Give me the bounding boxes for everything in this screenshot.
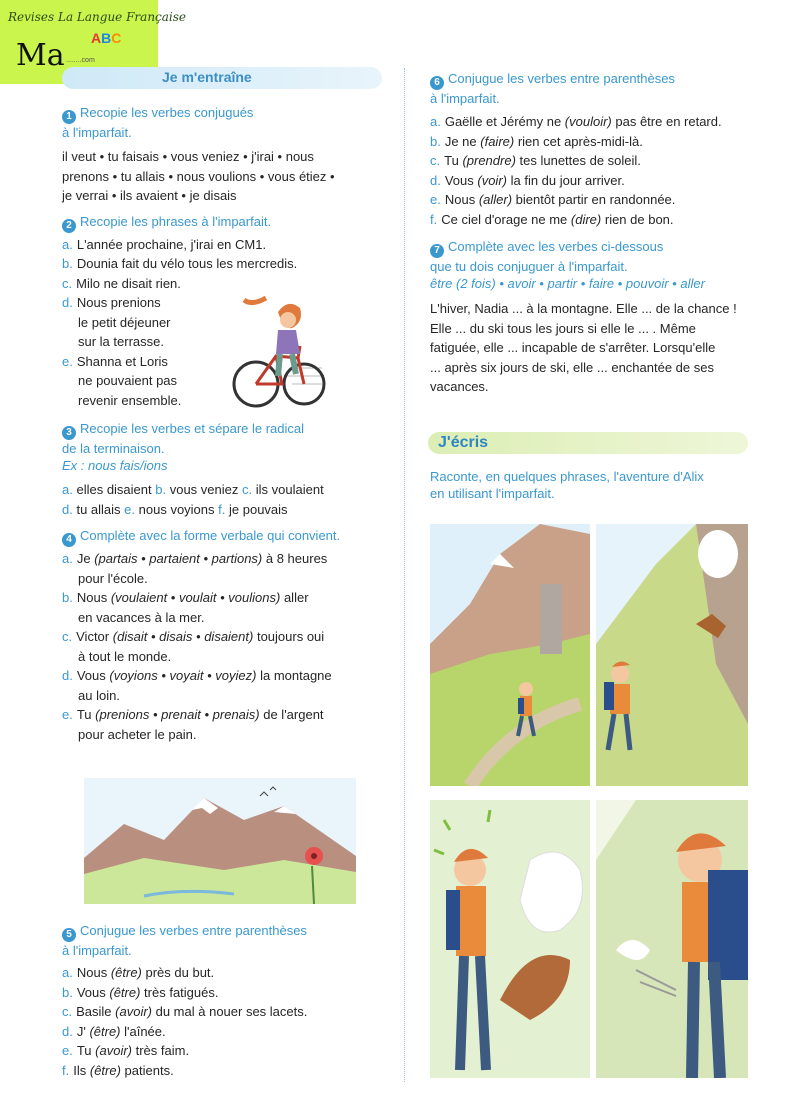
item-options: (prenions • prenait • prenais) <box>95 707 260 722</box>
exercise-7-line: vacances. <box>430 379 489 394</box>
item-text: bientôt partir en randonnée. <box>512 192 676 207</box>
exercise-2-item <box>62 254 392 274</box>
item-verb: (être) <box>110 965 142 980</box>
item-text: Nous prenions <box>76 295 161 310</box>
exercise-5-item <box>62 1022 392 1042</box>
item-text: Nous <box>76 590 111 605</box>
item-text: Nous <box>76 965 111 980</box>
item-letter: b. <box>62 256 73 271</box>
exercise-1-line: je verrai • ils avaient • je disais <box>62 188 237 203</box>
item-letter: c. <box>62 1004 73 1019</box>
item-letter: b. <box>430 133 441 149</box>
exercise-4-item <box>62 666 392 686</box>
item-verb: (vouloir) <box>564 114 612 129</box>
exercise-3-example: Ex : nous fais/ions <box>62 458 168 473</box>
item-verb: (aller) <box>478 192 513 207</box>
exercise-6-item <box>430 190 760 210</box>
item-text: Nous <box>444 192 479 207</box>
item-letter: a. <box>62 965 73 980</box>
logo-tagline: Revises La Langue Française <box>8 10 187 24</box>
comic-panel-4 <box>596 800 748 1078</box>
item-text: L'année prochaine, j'irai en CM1. <box>76 236 267 252</box>
exercise-7-word-list: être (2 fois) • avoir • partir • faire • pouvoir • aller <box>430 276 705 291</box>
exercise-4-item <box>62 705 392 725</box>
exercise-7-title-cont: que tu dois conjuguer à l'imparfait. <box>430 259 628 274</box>
exercise-3-title: 3 Recopie les verbes et sépare le radical <box>62 420 392 440</box>
item-text: aller <box>280 590 309 605</box>
item-verb: (avoir) <box>115 1004 152 1019</box>
exercise-1-line: prenons • tu allais • nous voulions • vous étiez • <box>62 168 335 184</box>
logo-text: Ma <box>16 38 65 73</box>
comic-panel-2 <box>596 524 748 786</box>
comic-panel-3 <box>430 800 590 1078</box>
exercise-6-item <box>430 151 760 171</box>
column-divider <box>404 68 405 1082</box>
item-text: patients. <box>120 1062 174 1078</box>
exercise-3-line: d. tu allais e. nous voyions f. je pouvais <box>62 501 288 517</box>
exercise-1-title: 1 Recopie les verbes conjugués <box>62 104 392 124</box>
left-column <box>62 104 392 744</box>
item-text: toujours oui <box>253 629 325 644</box>
exercise-5 <box>62 922 392 1080</box>
exercise-number: 7 <box>430 244 444 258</box>
item-text: Basile <box>76 1004 116 1019</box>
exercise-4-item-cont: pour l'école. <box>78 570 148 586</box>
item-letter: e. <box>430 192 441 207</box>
item-text: ne pouvaient pas <box>78 373 178 388</box>
logo-site: ........com <box>66 57 95 64</box>
item-text: du mal à nouer ses lacets. <box>152 1004 308 1019</box>
item-letter: d. <box>62 668 73 683</box>
item-letter: d. <box>430 172 441 188</box>
item-text: de l'argent <box>259 707 324 722</box>
exercise-6-item <box>430 112 760 132</box>
item-text: Gaëlle et Jérémy ne <box>444 114 565 129</box>
item-verb: (avoir) <box>95 1043 132 1058</box>
item-text: J' <box>76 1023 90 1039</box>
item-letter: a. <box>62 551 73 566</box>
item-verb: (voir) <box>477 172 507 188</box>
exercise-1-title-cont: à l'imparfait. <box>62 125 132 140</box>
item-text: Je <box>76 551 95 566</box>
item-text: Tu <box>76 1043 96 1058</box>
item-text: Vous <box>444 172 478 188</box>
item-text: revenir ensemble. <box>78 392 182 408</box>
exercise-4-item <box>62 549 392 569</box>
item-options: (voyions • voyait • voyiez) <box>109 668 257 683</box>
exercise-4-item-cont: en vacances à la mer. <box>78 609 205 625</box>
item-verb: (dire) <box>570 211 602 227</box>
item-text: la montagne <box>256 668 332 683</box>
item-verb: (faire) <box>480 133 515 149</box>
exercise-5-item <box>62 983 392 1003</box>
item-letter: f. <box>430 211 438 227</box>
exercise-6-title: 6 Conjugue les verbes entre parenthèses <box>430 70 760 90</box>
item-text: très faim. <box>132 1043 190 1058</box>
exercise-4-item-cont: au loin. <box>78 687 120 703</box>
exercise-6-title-cont: à l'imparfait. <box>430 91 500 106</box>
item-options: (disait • disais • disaient) <box>112 629 254 644</box>
item-letter: a. <box>62 236 73 252</box>
exercise-5-item <box>62 963 392 983</box>
item-text: Victor <box>76 629 113 644</box>
item-text: pas être en retard. <box>611 114 722 129</box>
item-verb: (prendre) <box>462 153 516 168</box>
exercise-7-line: Elle ... du ski tous les jours si elle le ... . Même <box>430 320 696 336</box>
item-text: le petit déjeuner <box>78 314 171 330</box>
exercise-2-item <box>62 235 392 255</box>
exercise-6-item <box>430 171 760 191</box>
item-text: l'aînée. <box>120 1023 166 1039</box>
exercise-4-title: 4 Complète avec la forme verbale qui convient. <box>62 527 392 547</box>
item-letter: e. <box>62 1043 73 1058</box>
exercise-number: 1 <box>62 110 76 124</box>
exercise-number: 5 <box>62 928 76 942</box>
item-letter: b. <box>62 984 73 1000</box>
exercise-5-title: 5 Conjugue les verbes entre parenthèses <box>62 922 392 942</box>
exercise-5-title-cont: à l'imparfait. <box>62 943 132 958</box>
mountain-illustration <box>84 778 356 904</box>
exercise-5-item <box>62 1041 392 1061</box>
exercise-number: 6 <box>430 76 444 90</box>
right-column <box>430 70 760 397</box>
item-letter: b. <box>62 590 73 605</box>
exercise-4-item <box>62 627 392 647</box>
item-letter: e. <box>62 353 73 369</box>
exercise-1-line: il veut • tu faisais • vous veniez • j'irai • nous <box>62 149 314 164</box>
exercise-6-list <box>430 112 760 229</box>
item-letter: e. <box>62 707 73 722</box>
item-text: Shanna et Loris <box>76 353 168 369</box>
item-verb: (être) <box>109 984 141 1000</box>
exercise-6-item <box>430 132 760 152</box>
item-text: Milo ne disait rien. <box>76 275 181 291</box>
item-text: Je ne <box>444 133 481 149</box>
exercise-3-title-cont: de la terminaison. <box>62 441 165 456</box>
exercise-7-line: fatiguée, elle ... incapable de s'arrêter. Lorsqu'elle <box>430 340 716 355</box>
exercise-number: 3 <box>62 426 76 440</box>
item-text: rien cet après-midi-là. <box>514 133 643 149</box>
exercise-7-title: 7 Complète avec les verbes ci-dessous <box>430 238 760 258</box>
item-text: à 8 heures <box>262 551 328 566</box>
item-letter: c. <box>62 629 73 644</box>
item-letter: d. <box>62 1023 73 1039</box>
section-header-entraine: Je m'entraîne <box>62 67 382 89</box>
exercise-6-item <box>430 210 760 230</box>
item-text: rien de bon. <box>601 211 674 227</box>
item-text: la fin du jour arriver. <box>506 172 625 188</box>
item-letter: c. <box>62 275 73 291</box>
logo-abc: ABC <box>91 30 122 46</box>
exercise-7-line: ... après six jours de ski, elle ... enchantée de ses <box>430 359 714 375</box>
exercise-3-line: a. elles disaient b. vous veniez c. ils voulaient <box>62 482 324 497</box>
item-letter: c. <box>430 153 441 168</box>
item-text: très fatigués. <box>140 984 219 1000</box>
exercise-number: 2 <box>62 219 76 233</box>
item-text: Dounia fait du vélo tous les mercredis. <box>76 256 298 271</box>
exercise-number: 4 <box>62 533 76 547</box>
item-letter: a. <box>430 114 441 129</box>
ecris-instructions: Raconte, en quelques phrases, l'aventure d'Alix en utilisant l'imparfait. <box>430 469 704 501</box>
item-text: Tu <box>444 153 463 168</box>
item-letter: d. <box>62 295 73 310</box>
exercise-4-item-cont: à tout le monde. <box>78 648 172 664</box>
item-text: Vous <box>76 668 110 683</box>
exercise-5-list <box>62 963 392 1080</box>
item-text: Ils <box>73 1062 90 1078</box>
item-text: Vous <box>76 984 110 1000</box>
exercise-2-title: 2 Recopie les phrases à l'imparfait. <box>62 213 392 233</box>
item-text: Ce ciel d'orage ne me <box>441 211 571 227</box>
exercise-4-list <box>62 549 392 744</box>
exercise-7-line: L'hiver, Nadia ... à la montagne. Elle ... de la chance ! <box>430 301 737 316</box>
item-text: Tu <box>76 707 96 722</box>
section-header-ecris: J'écris <box>428 432 748 454</box>
item-options: (voulaient • voulait • voulions) <box>110 590 281 605</box>
comic-panel-1 <box>430 524 590 786</box>
exercise-5-item <box>62 1061 392 1081</box>
item-text: tes lunettes de soleil. <box>515 153 641 168</box>
item-letter: f. <box>62 1062 70 1078</box>
item-verb: (être) <box>89 1062 121 1078</box>
cyclist-illustration <box>226 284 326 416</box>
exercise-4-item-cont: pour acheter le pain. <box>78 726 197 742</box>
item-options: (partais • partaient • partions) <box>94 551 263 566</box>
item-verb: (être) <box>89 1023 121 1039</box>
item-text: près du but. <box>141 965 215 980</box>
exercise-4-item <box>62 588 392 608</box>
item-text: sur la terrasse. <box>78 334 164 349</box>
exercise-5-item <box>62 1002 392 1022</box>
